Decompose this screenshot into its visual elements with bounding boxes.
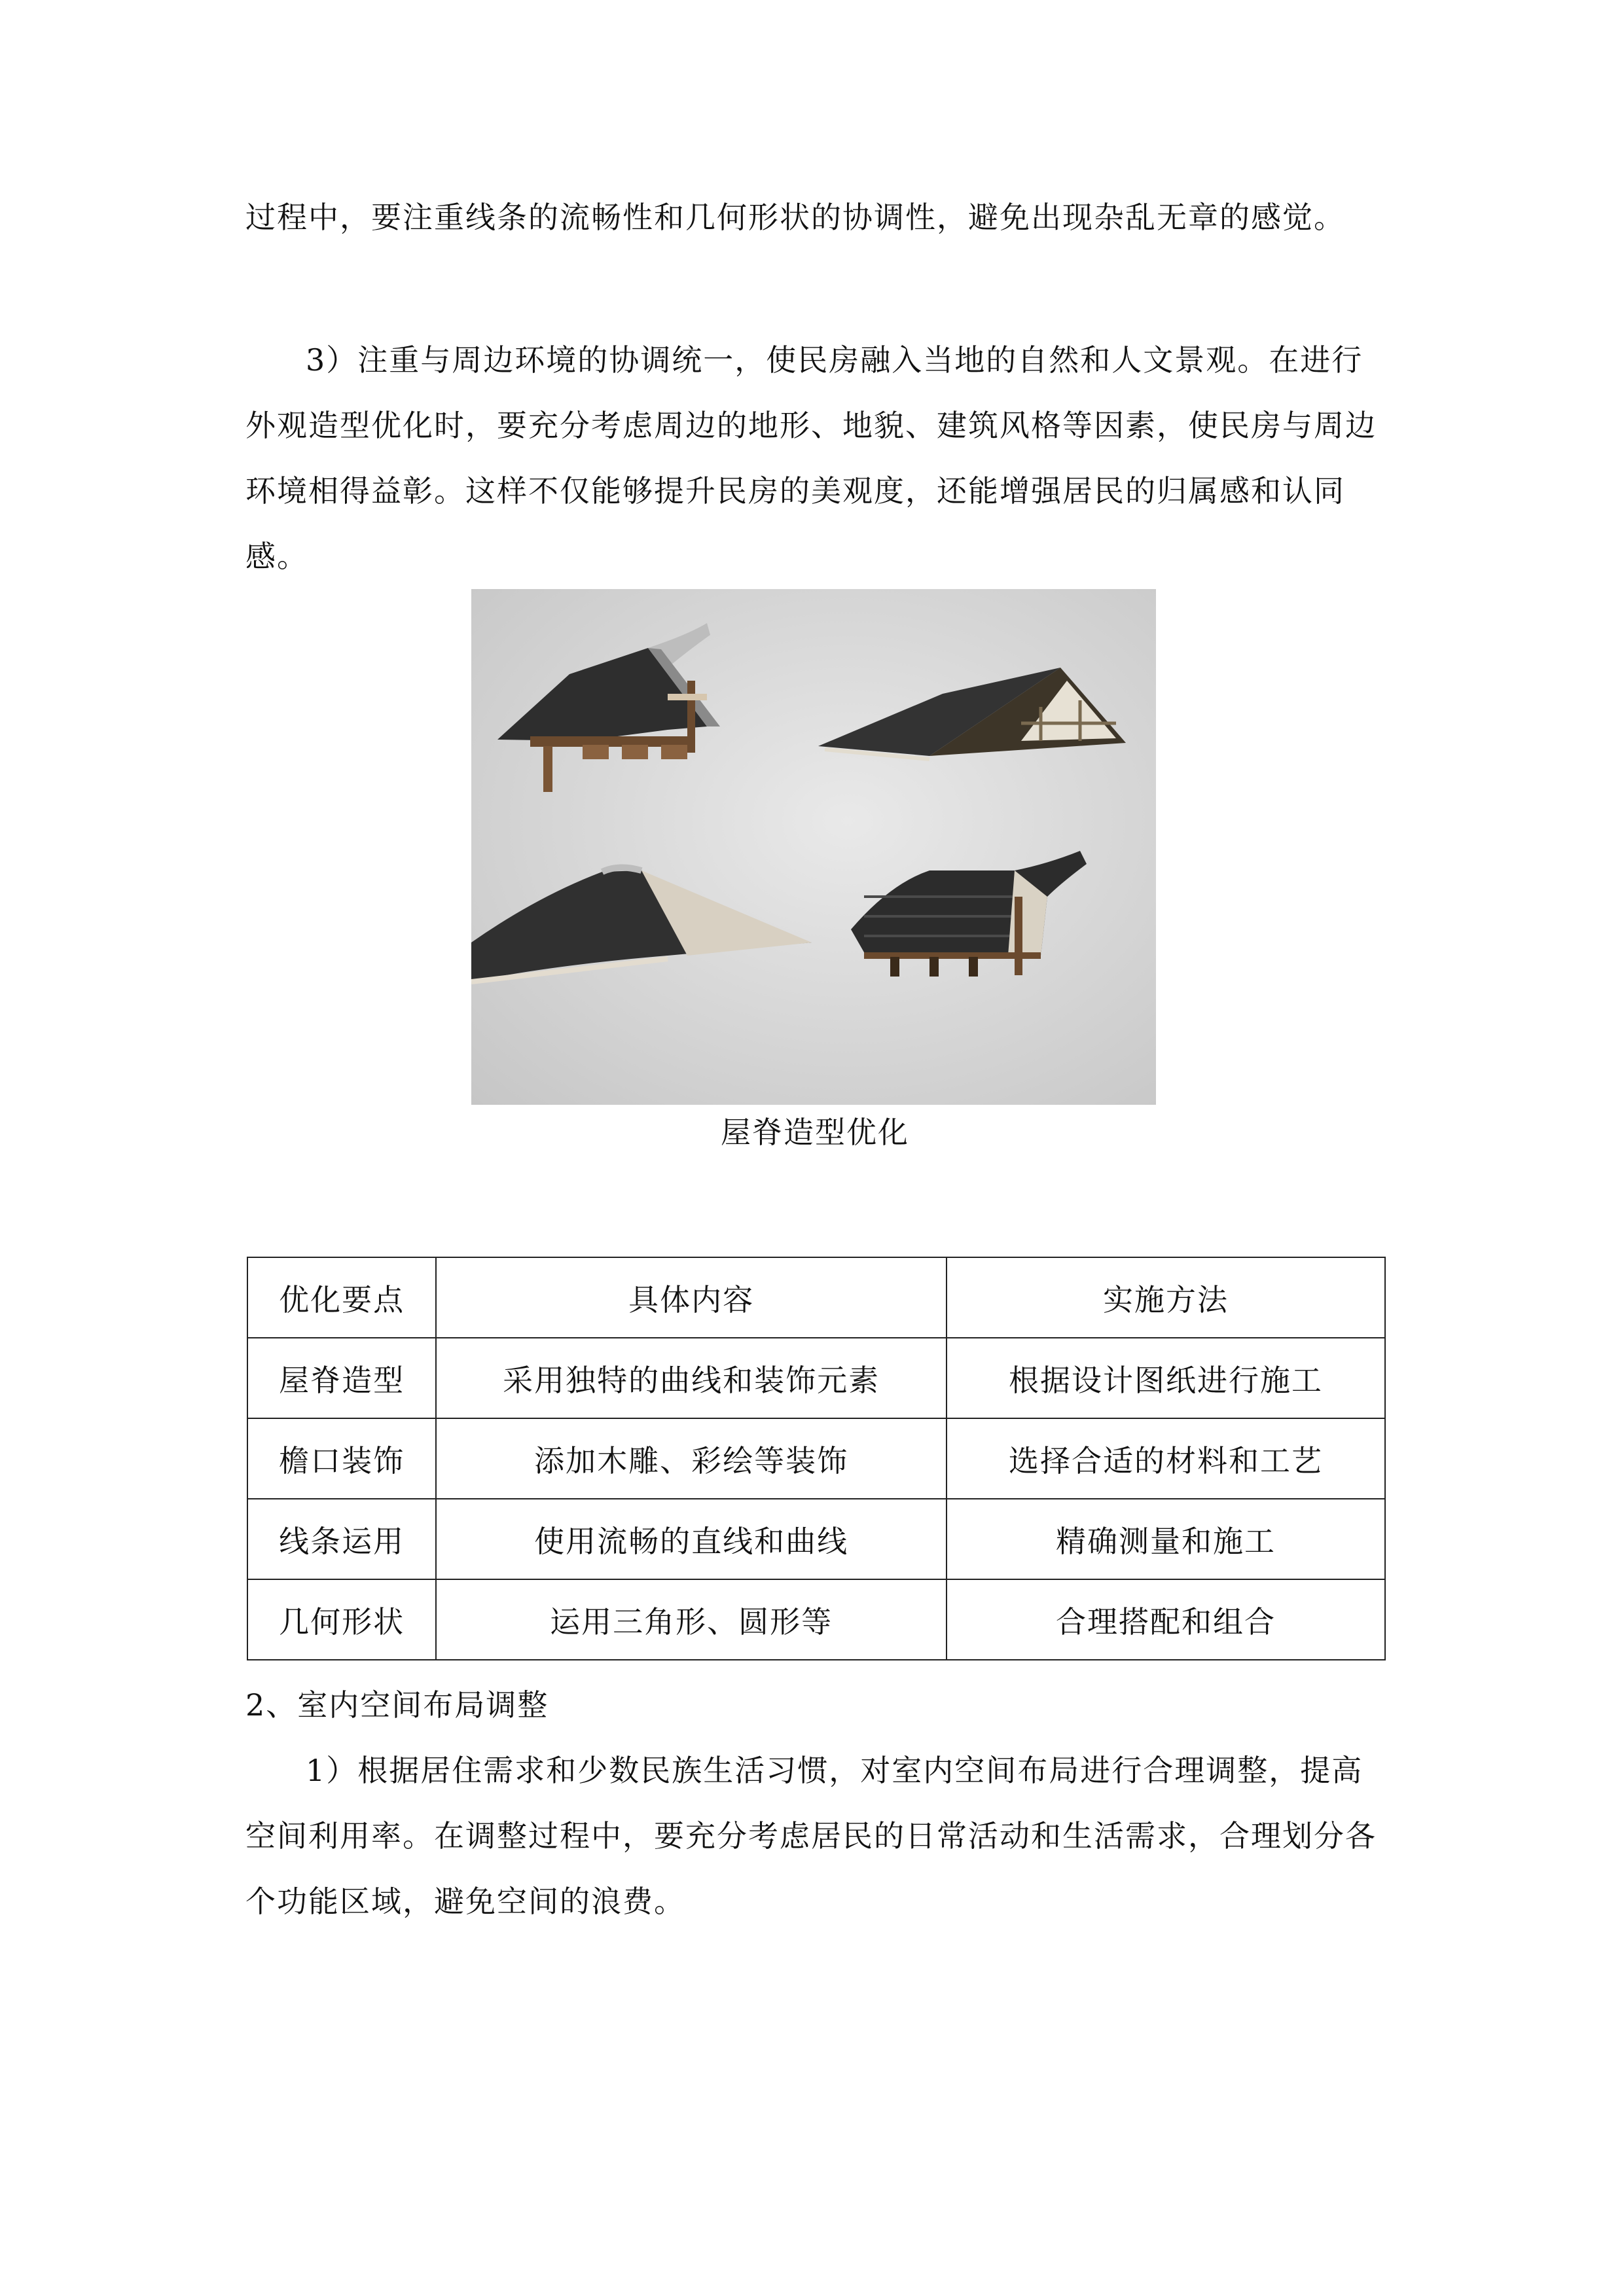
paragraph-interior-layout: 1）根据居住需求和少数民族生活习惯，对室内空间布局进行合理调整，提高空间利用率。在调整过程中，要充分考虑居民的日常活动和生活需求，合理划分各个功能区域，避免空间的浪费。 [245,1753,1377,1919]
table-cell: 选择合适的材料和工艺 [947,1418,1385,1499]
roof-model-2 [818,668,1126,759]
table-row [247,1418,1385,1499]
paragraph-environment: 3）注重与周边环境的协调统一，使民房融入当地的自然和人文景观。在进行外观造型优化时，要充分考虑周边的地形、地貌、建筑风格等因素，使民房与周边环境相得益彰。这样不仅能够提升民房的美观度，还能增强居民的归属感和认同感。 [245,342,1377,574]
optimization-table [247,1257,1386,1660]
header-cell: 具体内容 [436,1257,947,1338]
figure-caption: 屋脊造型优化 [721,1115,909,1150]
header-cell: 优化要点 [247,1257,436,1338]
roof-model-4 [851,851,1087,977]
table-cell: 合理搭配和组合 [947,1579,1385,1660]
table-row [247,1338,1385,1418]
table-cell: 采用独特的曲线和装饰元素 [436,1338,947,1418]
table-cell: 运用三角形、圆形等 [436,1579,947,1660]
table-cell: 根据设计图纸进行施工 [947,1338,1385,1418]
table-cell: 添加木雕、彩绘等装饰 [436,1418,947,1499]
table-row [247,1499,1385,1579]
table-cell: 檐口装饰 [247,1418,436,1499]
table-header-row [247,1257,1385,1338]
table-cell: 精确测量和施工 [947,1499,1385,1579]
table-cell: 屋脊造型 [247,1338,436,1418]
table-cell: 几何形状 [247,1579,436,1660]
table-cell: 线条运用 [247,1499,436,1579]
roof-model-3 [471,867,812,982]
roof-ridge-figure [471,589,1156,1105]
table-cell: 使用流畅的直线和曲线 [436,1499,947,1579]
roof-model-1 [497,623,720,792]
section-heading: 2、室内空间布局调整 [245,1687,549,1723]
table-row [247,1579,1385,1660]
paragraph-continued: 过程中，要注重线条的流畅性和几何形状的协调性，避免出现杂乱无章的感觉。 [245,200,1345,235]
header-cell: 实施方法 [947,1257,1385,1338]
